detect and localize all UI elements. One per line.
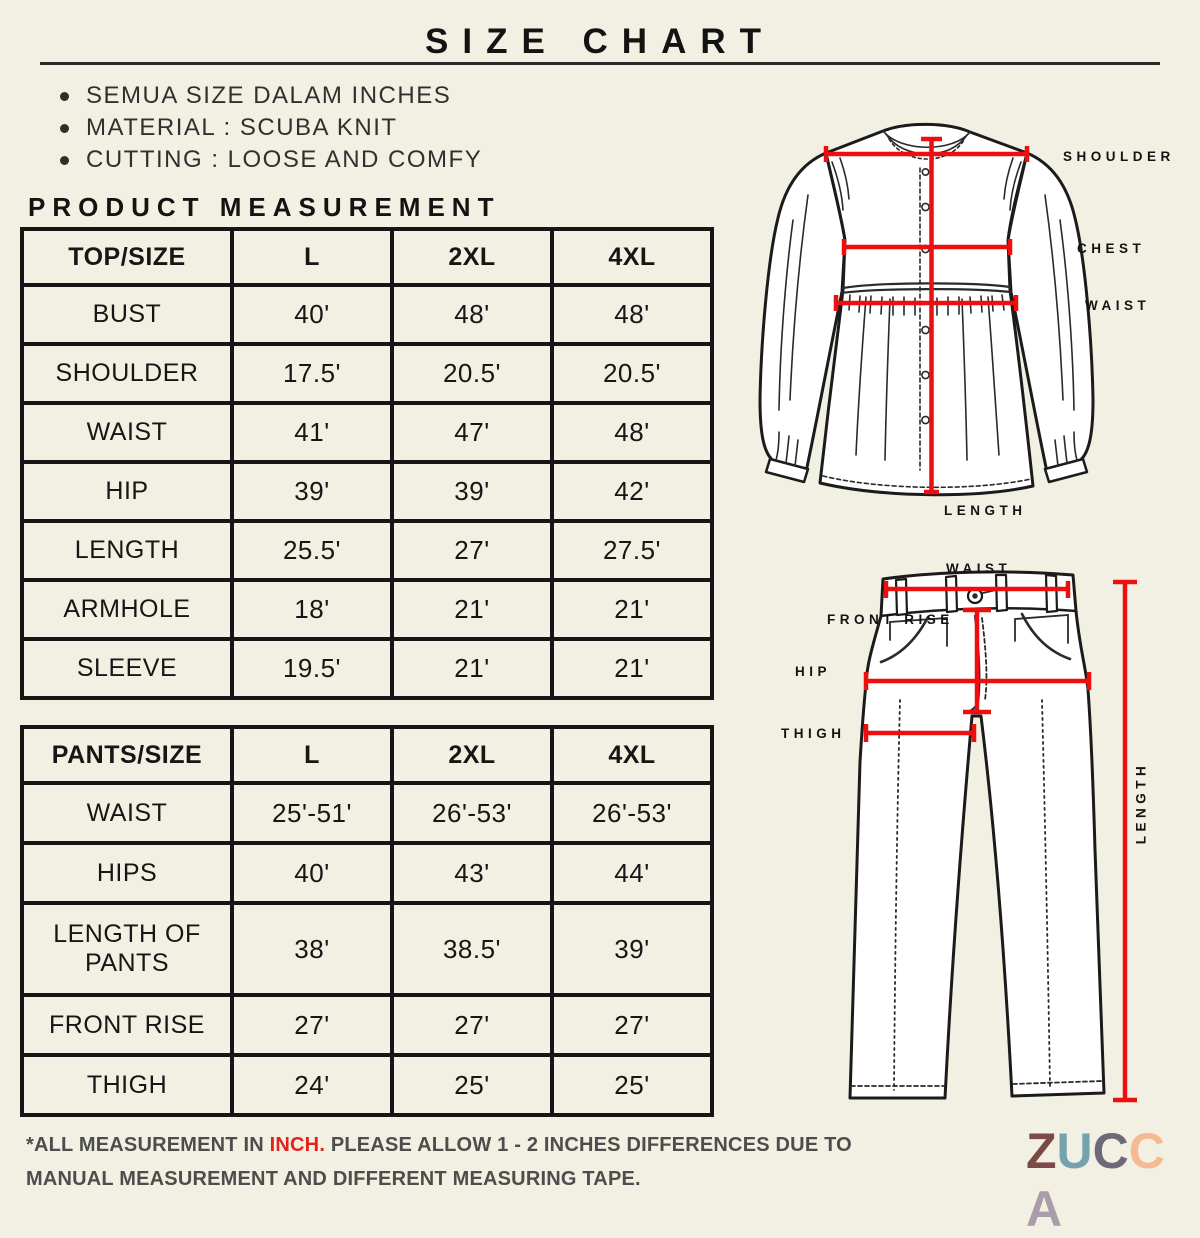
- col-header: 2XL: [392, 727, 552, 783]
- pants-illustration: [740, 545, 1200, 1125]
- cell-value: 21': [392, 639, 552, 698]
- pants-thigh-label: THIGH: [781, 726, 846, 741]
- cell-value: 38': [232, 903, 392, 995]
- table-row: [22, 843, 712, 903]
- cell-value: 21': [552, 639, 712, 698]
- logo-letter: U: [1056, 1123, 1093, 1179]
- cell-value: 27': [232, 995, 392, 1055]
- measurement-disclaimer: [26, 1128, 876, 1196]
- col-header: L: [232, 727, 392, 783]
- table-row: [22, 903, 712, 995]
- row-label: LENGTH: [22, 521, 232, 580]
- cell-value: 17.5': [232, 344, 392, 403]
- pants-size-table: [20, 725, 714, 1117]
- pants-length-label: LENGTH: [1133, 761, 1149, 845]
- cell-value: 38.5': [392, 903, 552, 995]
- cell-value: 27': [392, 521, 552, 580]
- page-title: SIZE CHART: [425, 22, 775, 61]
- cell-value: 25': [392, 1055, 552, 1115]
- cell-value: 42': [552, 462, 712, 521]
- cell-value: 41': [232, 403, 392, 462]
- list-item: [60, 148, 482, 172]
- logo-letter: A: [1026, 1181, 1063, 1237]
- bullet-text: MATERIAL : SCUBA KNIT: [86, 114, 398, 141]
- bullet-text: CUTTING : LOOSE AND COMFY: [86, 146, 483, 173]
- disclaimer-highlight: INCH.: [269, 1134, 326, 1156]
- col-header: 4XL: [552, 727, 712, 783]
- table-row: [22, 344, 712, 403]
- list-item: [60, 84, 482, 108]
- top-size-table: [20, 227, 714, 700]
- row-label: SLEEVE: [22, 639, 232, 698]
- cell-value: 25.5': [232, 521, 392, 580]
- row-label: HIP: [22, 462, 232, 521]
- cell-value: 39': [232, 462, 392, 521]
- cell-value: 20.5': [552, 344, 712, 403]
- blouse-waist-label: WAIST: [1085, 298, 1151, 313]
- row-label: HIPS: [22, 843, 232, 903]
- pants-front-rise-label: FRONT RISE: [827, 612, 954, 627]
- row-label: LENGTH OF PANTS: [22, 903, 232, 995]
- table-row: [22, 783, 712, 843]
- cell-value: 25': [552, 1055, 712, 1115]
- cell-value: 44': [552, 843, 712, 903]
- blouse-shoulder-label: SHOULDER: [1063, 149, 1175, 164]
- logo-letter: Z: [1026, 1123, 1057, 1179]
- col-header: PANTS/SIZE: [22, 727, 232, 783]
- cell-value: 18': [232, 580, 392, 639]
- table-row: [22, 403, 712, 462]
- disclaimer-text: *ALL MEASUREMENT IN: [26, 1134, 270, 1156]
- blouse-illustration: [740, 110, 1200, 530]
- logo-letter: C: [1092, 1123, 1129, 1179]
- col-header: 2XL: [392, 229, 552, 285]
- cell-value: 40': [232, 843, 392, 903]
- cell-value: 21': [392, 580, 552, 639]
- row-label: WAIST: [22, 783, 232, 843]
- brand-logo: [1026, 1122, 1200, 1238]
- blouse-body: [820, 124, 1033, 494]
- row-label: WAIST: [22, 403, 232, 462]
- bullet-icon: [60, 92, 69, 101]
- cell-value: 27.5': [552, 521, 712, 580]
- row-label: ARMHOLE: [22, 580, 232, 639]
- table-row: [22, 521, 712, 580]
- row-label: SHOULDER: [22, 344, 232, 403]
- table-row: [22, 462, 712, 521]
- cell-value: 43': [392, 843, 552, 903]
- col-header: TOP/SIZE: [22, 229, 232, 285]
- col-header: 4XL: [552, 229, 712, 285]
- table-row: [22, 285, 712, 344]
- section-heading: PRODUCT MEASUREMENT: [28, 192, 501, 222]
- table-row: [22, 995, 712, 1055]
- bullet-icon: [60, 156, 69, 165]
- disclaimer-text: PLEASE ALLOW 1 - 2 INCHES DIFFERENCES DUE TO MANUAL MEASUREMENT AND DIFFERENT MEASURING TAPE.: [26, 1134, 852, 1190]
- info-bullet-list: [60, 84, 482, 180]
- cell-value: 21': [552, 580, 712, 639]
- cell-value: 48': [392, 285, 552, 344]
- row-label: FRONT RISE: [22, 995, 232, 1055]
- blouse-chest-label: CHEST: [1077, 241, 1146, 256]
- table-row: [22, 580, 712, 639]
- cell-value: 39': [552, 903, 712, 995]
- cell-value: 40': [232, 285, 392, 344]
- table-row: [22, 639, 712, 698]
- bullet-text: SEMUA SIZE DALAM INCHES: [86, 82, 452, 109]
- cell-value: 27': [552, 995, 712, 1055]
- bullet-icon: [60, 124, 69, 133]
- cell-value: 48': [552, 403, 712, 462]
- cell-value: 48': [552, 285, 712, 344]
- cell-value: 47': [392, 403, 552, 462]
- table-header-row: [22, 229, 712, 285]
- cell-value: 25'-51': [232, 783, 392, 843]
- logo-letter: C: [1128, 1123, 1165, 1179]
- pants-waist-label: WAIST: [946, 561, 1012, 576]
- col-header: L: [232, 229, 392, 285]
- cell-value: 20.5': [392, 344, 552, 403]
- blouse-outline: [760, 124, 1093, 494]
- cell-value: 26'-53': [392, 783, 552, 843]
- cell-value: 26'-53': [552, 783, 712, 843]
- table-header-row: [22, 727, 712, 783]
- cell-value: 39': [392, 462, 552, 521]
- title-divider: [40, 62, 1160, 65]
- cell-value: 19.5': [232, 639, 392, 698]
- row-label: BUST: [22, 285, 232, 344]
- blouse-length-label: LENGTH: [944, 503, 1027, 518]
- list-item: [60, 116, 482, 140]
- pants-hip-label: HIP: [795, 664, 832, 679]
- row-label: THIGH: [22, 1055, 232, 1115]
- table-row: [22, 1055, 712, 1115]
- cell-value: 24': [232, 1055, 392, 1115]
- cell-value: 27': [392, 995, 552, 1055]
